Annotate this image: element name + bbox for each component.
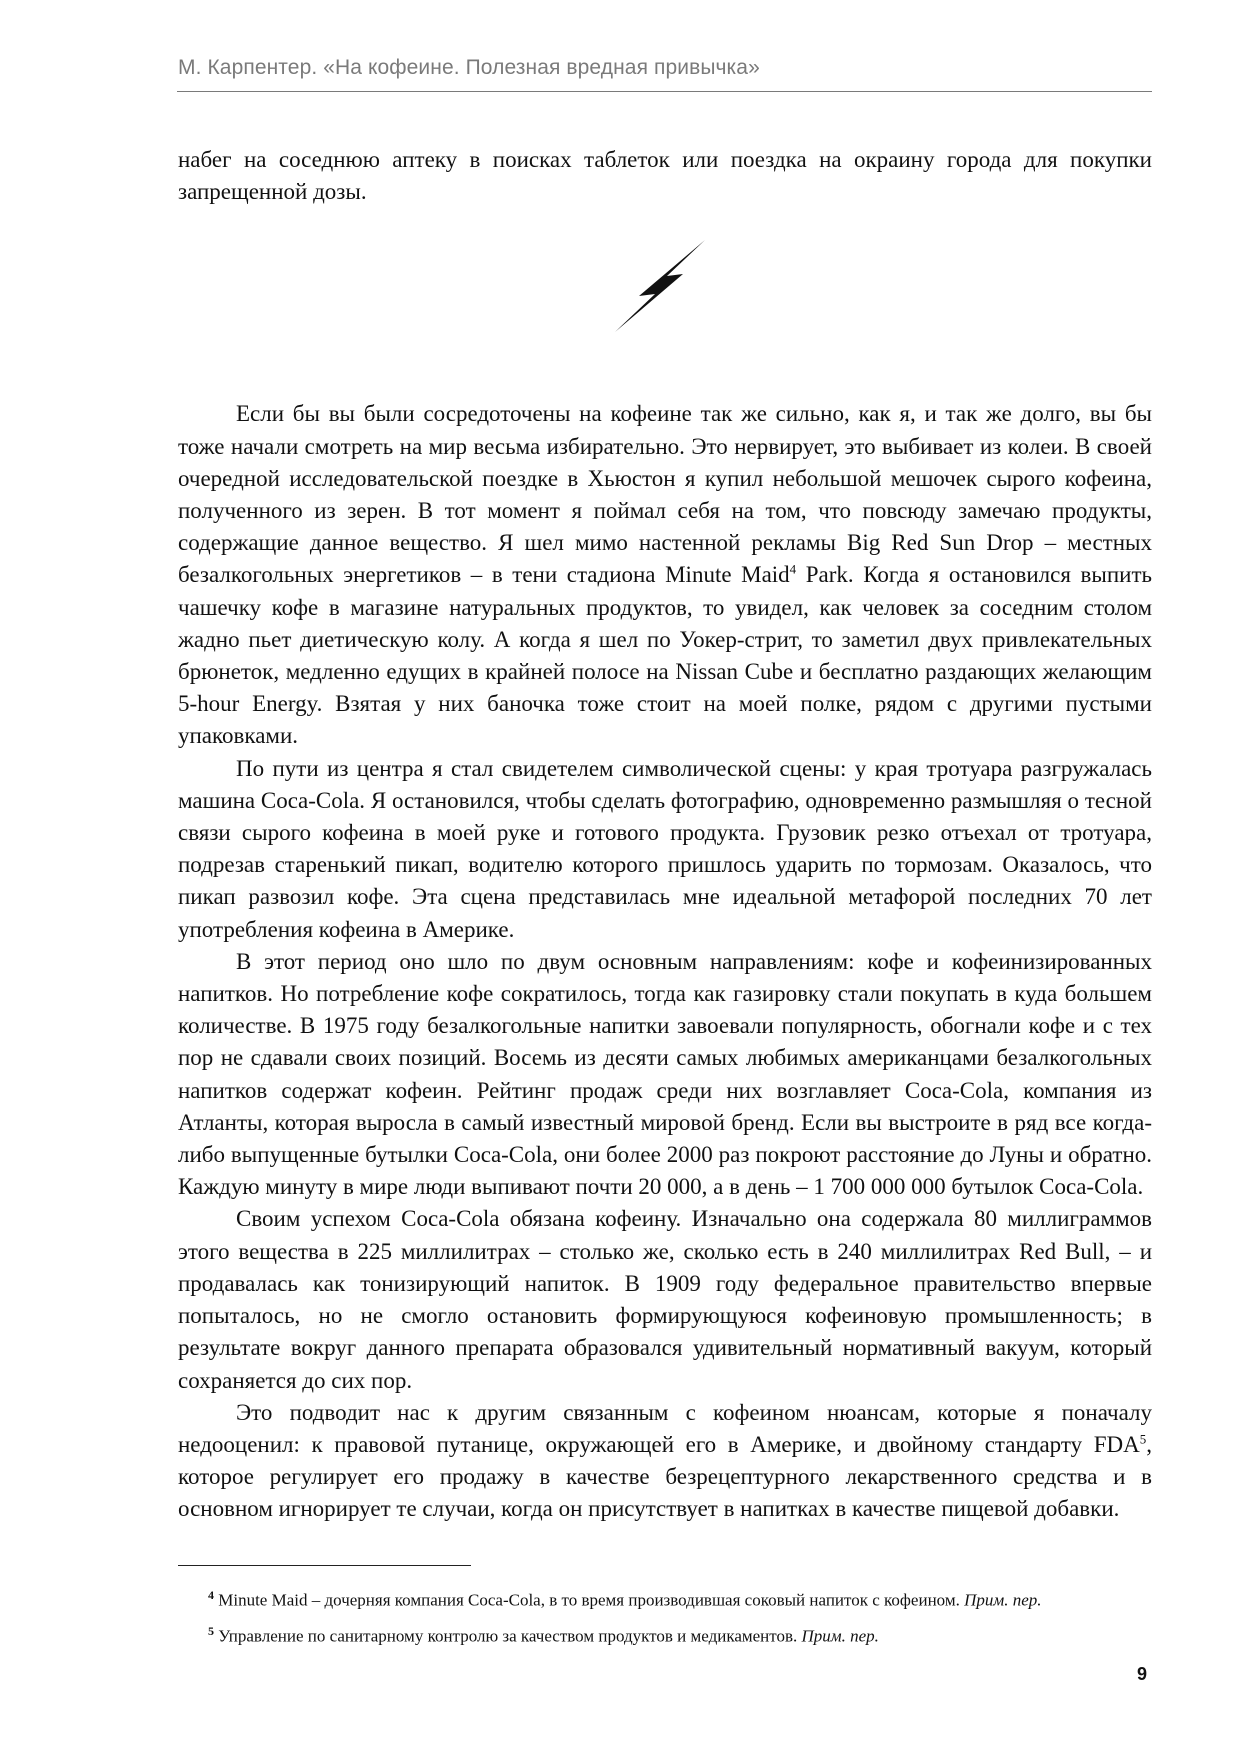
body-text [178, 144, 1152, 1526]
paragraph-text: Park. Когда я остановился выпить чашечку кофе в магазине натуральных продуктов, то увидел, как человек за соседним столом жадно пьет диетическую колу. А когда я шел по Уокер-стрит, то заметил двух привлекательных брюнеток, медленно едущих в крайней полосе на Nissan Cube и бесплатно раздающих желающим 5-hour Energy. Взятая у них баночка тоже стоит на моей полке, рядом с другими пустыми упаковками. [178, 562, 1152, 749]
paragraph [178, 1397, 1152, 1526]
paragraph-text: Это подводит нас к другим связанным с кофеином нюансам, которые я поначалу недооценил: к правовой путанице, окружающей его в Америке, и двойному стандарту FDA [178, 1399, 1152, 1457]
paragraph-text: Если бы вы были сосредоточены на кофеине так же сильно, как я, и так же долго, вы бы тоже начали смотреть на мир весьма избирательно. Это нервирует, это выбивает из колеи. В своей очередной исследовательской поездке в Хьюстон я купил небольшой мешочек сырого кофеина, полученного из зерен. В тот момент я поймал себя на том, что повсюду замечаю продукты, содержащие данное вещество. Я шел мимо настенной рекламы Big Red Sun Drop – местных безалкогольных энергетиков – в тени стадиона Minute Maid [178, 401, 1152, 588]
running-header: М. Карпентер. «На кофеине. Полезная вредная привычка» [178, 56, 760, 79]
footnote-number: 5 [208, 1623, 214, 1638]
footnote-text: Управление по санитарному контролю за качеством продуктов и медикаментов. [214, 1626, 802, 1646]
footnote-text: Minute Maid – дочерняя компания Coca-Cola, в то время производившая соковый напиток с кофеином. [214, 1590, 965, 1610]
footnote [178, 1584, 1152, 1612]
footnote-ref[interactable]: 4 [789, 561, 797, 577]
page-number: 9 [1137, 1664, 1148, 1684]
footnote-number: 4 [208, 1588, 214, 1602]
paragraph: В этот период оно шло по двум основным направлениям: кофе и кофеинизированных напитков. Но потребление кофе сократилось, тогда как газировку стали покупать в куда большем количестве. В 1975 году безалкогольные напитки завоевали популярность, обогнали кофе и с тех пор не сдавали своих позиций. Восемь из десяти самых любимых американцами безалкогольных напитков содержат кофеин. Рейтинг продаж среди них возглавляет Coca-Cola, компания из Атланты, которая выросла в самый известный мировой бренд. Если вы выстроите в ряд все когда-либо выпущенные бутылки Coca-Cola, они более 2000 раз покроют расстояние до Луны и обратно. Каждую минуту в мире люди выпивают почти 20 000, а в день – 1 700 000 000 бутылок Coca-Cola. [178, 948, 1152, 1200]
footnote [178, 1620, 1152, 1648]
footnote-note: Прим. пер. [964, 1590, 1042, 1610]
paragraph-text: , которое регулирует его продажу в качестве безрецептурного лекарственного средства и в основном игнорирует те случаи, когда он присутствует в напитках в качестве пищевой добавки. [178, 1431, 1152, 1522]
footnote-note: Прим. пер. [801, 1626, 879, 1646]
footnote-divider [178, 1565, 471, 1566]
paragraph: Своим успехом Coca-Cola обязана кофеину. Изначально она содержала 80 миллиграммов этого вещества в 225 миллилитрах – столько же, сколько есть в 240 миллилитрах Red Bull, – и продавалась как тонизирующий напиток. В 1909 году федеральное правительство впервые попыталось, но не смогло остановить формирующуюся кофеиновую промышленность; в результате вокруг данного препарата образовался удивительный нормативный вакуум, который сохраняется до сих пор. [178, 1206, 1152, 1393]
lightning-bolt-icon [607, 236, 717, 336]
footnotes [178, 1584, 1152, 1655]
paragraph-continuation: набег на соседнюю аптеку в поисках таблеток или поездка на окраину города для покупки запрещенной дозы. [178, 147, 1152, 205]
paragraph: По пути из центра я стал свидетелем символической сцены: у края тротуара разгружалась машина Coca-Cola. Я остановился, чтобы сделать фотографию, одновременно размышляя о тесной связи сырого кофеина в моей руке и готового продукта. Грузовик резко отъехал от тротуара, подрезав старенький пикап, водителю которого пришлось ударить по тормозам. Оказалось, что пикап развозил кофе. Эта сцена представилась мне идеальной метафорой последних 70 лет употребления кофеина в Америке. [178, 755, 1152, 942]
paragraph [178, 398, 1152, 752]
footnote-ref[interactable]: 5 [1139, 1431, 1147, 1447]
header-divider [177, 91, 1152, 92]
